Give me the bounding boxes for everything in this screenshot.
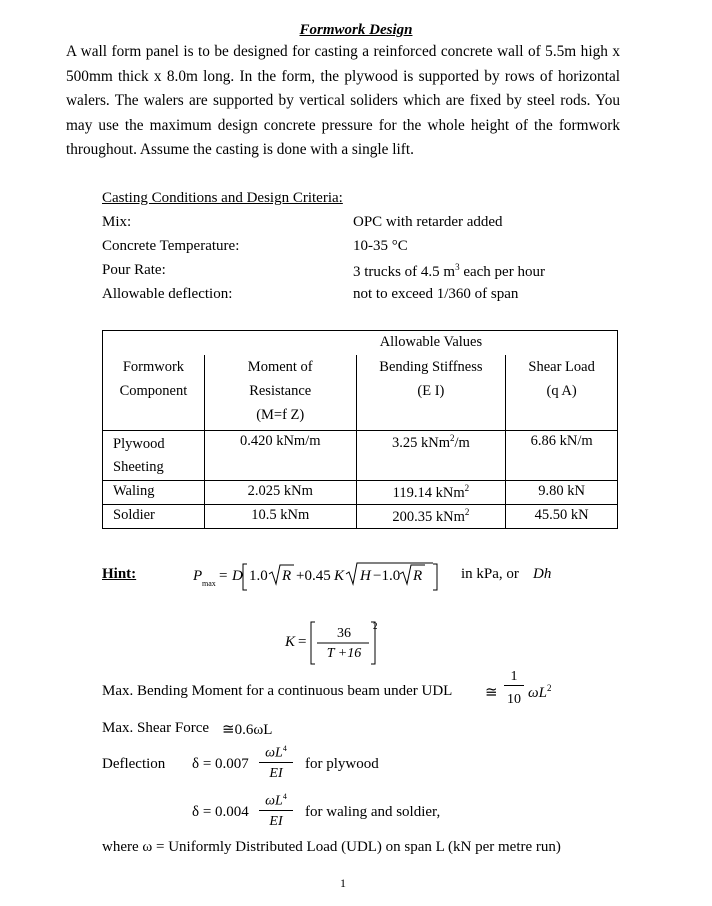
allowable-values-table bbox=[102, 330, 618, 529]
condition-label-deflection: Allowable deflection: bbox=[102, 286, 233, 302]
svg-text:=: = bbox=[219, 568, 228, 584]
approx-symbol-bm: ≅ bbox=[485, 685, 498, 701]
condition-label-mix: Mix: bbox=[102, 214, 132, 230]
bending-moment-text: Max. Bending Moment for a continuous beam under UDL bbox=[102, 683, 453, 699]
k-numerator: 36 bbox=[337, 626, 351, 641]
deflection-waling-numerator: $\omega L^4$ bbox=[259, 788, 293, 811]
cell-component: Waling bbox=[103, 481, 205, 505]
condition-label-temperature: Concrete Temperature: bbox=[102, 238, 240, 254]
pmax-alt: Dh bbox=[533, 566, 552, 582]
condition-value-pour-rate: 3 trucks of 4.5 $m^3$ each per hour bbox=[353, 262, 545, 280]
cell-shear: 45.50 kN bbox=[506, 505, 618, 529]
svg-text:K: K bbox=[334, 568, 345, 584]
bm-denominator: 10 bbox=[507, 692, 521, 707]
deflection-plywood-denominator: EI bbox=[269, 766, 283, 781]
svg-text:R: R bbox=[413, 568, 423, 584]
deflection-note-plywood: for plywood bbox=[305, 756, 379, 772]
pmax-formula-graphic bbox=[193, 560, 455, 594]
k-equals: = bbox=[298, 634, 307, 650]
svg-text:P: P bbox=[193, 568, 203, 584]
cell-moment: 10.5 kNm bbox=[204, 505, 356, 529]
bm-formula: $\omega L^2$ bbox=[528, 683, 552, 701]
table-row bbox=[103, 431, 618, 481]
deflection-label: Deflection bbox=[102, 756, 166, 772]
hint-label: Hint: bbox=[102, 566, 137, 582]
cell-component: Soldier bbox=[103, 505, 205, 529]
deflection-plywood-numerator: $\omega L^4$ bbox=[259, 740, 293, 763]
cell-stiffness: 3.25 kNm$^2$/m bbox=[356, 431, 506, 481]
header-moment-of-resistance: Moment of Resistance (M=f Z) bbox=[204, 355, 356, 431]
bm-numerator: 1 bbox=[504, 669, 524, 686]
deflection-coef-waling: δ = 0.004 bbox=[192, 804, 249, 820]
cell-shear: 6.86 kN/m bbox=[506, 431, 618, 481]
cell-shear: 9.80 kN bbox=[506, 481, 618, 505]
pmax-units-text: in kPa, or bbox=[461, 566, 519, 582]
svg-text:−1.0: −1.0 bbox=[373, 568, 401, 584]
problem-statement: A wall form panel is to be designed for casting a reinforced concrete wall of 5.5m high x 500mm thick x 8.0m long. In the form, the plywood is supported by rows of horizontal walers. The walers are supported by vertical soliders which are fixed by steel rods. You may use the maximum design concrete pressure for the whole height of the formwork throughout. Assume the casting is done with a single lift. bbox=[66, 43, 620, 158]
condition-value-temperature: 10-35 °C bbox=[353, 238, 408, 254]
udl-definition: where ω = Uniformly Distributed Load (UDL) on span L (kN per metre run) bbox=[102, 839, 561, 855]
conditions-heading: Casting Conditions and Design Criteria: bbox=[102, 190, 343, 206]
pmax-formula bbox=[193, 560, 455, 599]
cell-stiffness: 200.35 kNm$^2$ bbox=[356, 505, 506, 529]
cell-stiffness: 119.14 kNm$^2$ bbox=[356, 481, 506, 505]
svg-text:D: D bbox=[232, 568, 243, 584]
group-header-allowable-values: Allowable Values bbox=[356, 331, 506, 355]
page-title: Formwork Design bbox=[299, 22, 413, 38]
shear-force-formula: ≅0.6ωL bbox=[222, 722, 273, 738]
shear-force-text: Max. Shear Force bbox=[102, 720, 210, 736]
svg-text:H: H bbox=[360, 568, 371, 584]
cell-moment: 2.025 kNm bbox=[204, 481, 356, 505]
table-row bbox=[103, 505, 618, 529]
cell-moment: 0.420 kNm/m bbox=[204, 431, 356, 481]
header-bending-stiffness: Bending Stiffness (E I) bbox=[356, 355, 506, 431]
svg-text:R: R bbox=[282, 568, 292, 584]
header-shear-load: Shear Load (q A) bbox=[506, 355, 618, 431]
deflection-coef-plywood: δ = 0.007 bbox=[192, 756, 249, 772]
condition-value-deflection: not to exceed 1/360 of span bbox=[353, 286, 519, 302]
svg-text:+0.45: +0.45 bbox=[296, 568, 331, 584]
deflection-waling-denominator: EI bbox=[269, 814, 283, 829]
svg-text:max: max bbox=[202, 579, 216, 588]
svg-text:1.0: 1.0 bbox=[249, 568, 268, 584]
k-symbol: K bbox=[285, 634, 296, 650]
cell-component: Plywood Sheeting bbox=[103, 431, 205, 481]
page-number: 1 bbox=[340, 876, 346, 890]
condition-value-mix: OPC with retarder added bbox=[353, 214, 503, 230]
deflection-note-waling: for waling and soldier, bbox=[305, 804, 441, 820]
table-row bbox=[103, 481, 618, 505]
svg-text:2: 2 bbox=[373, 621, 378, 631]
condition-label-pour-rate: Pour Rate: bbox=[102, 262, 166, 278]
header-formwork-component: Formwork Component bbox=[103, 355, 205, 431]
k-denominator: T +16 bbox=[326, 646, 362, 661]
